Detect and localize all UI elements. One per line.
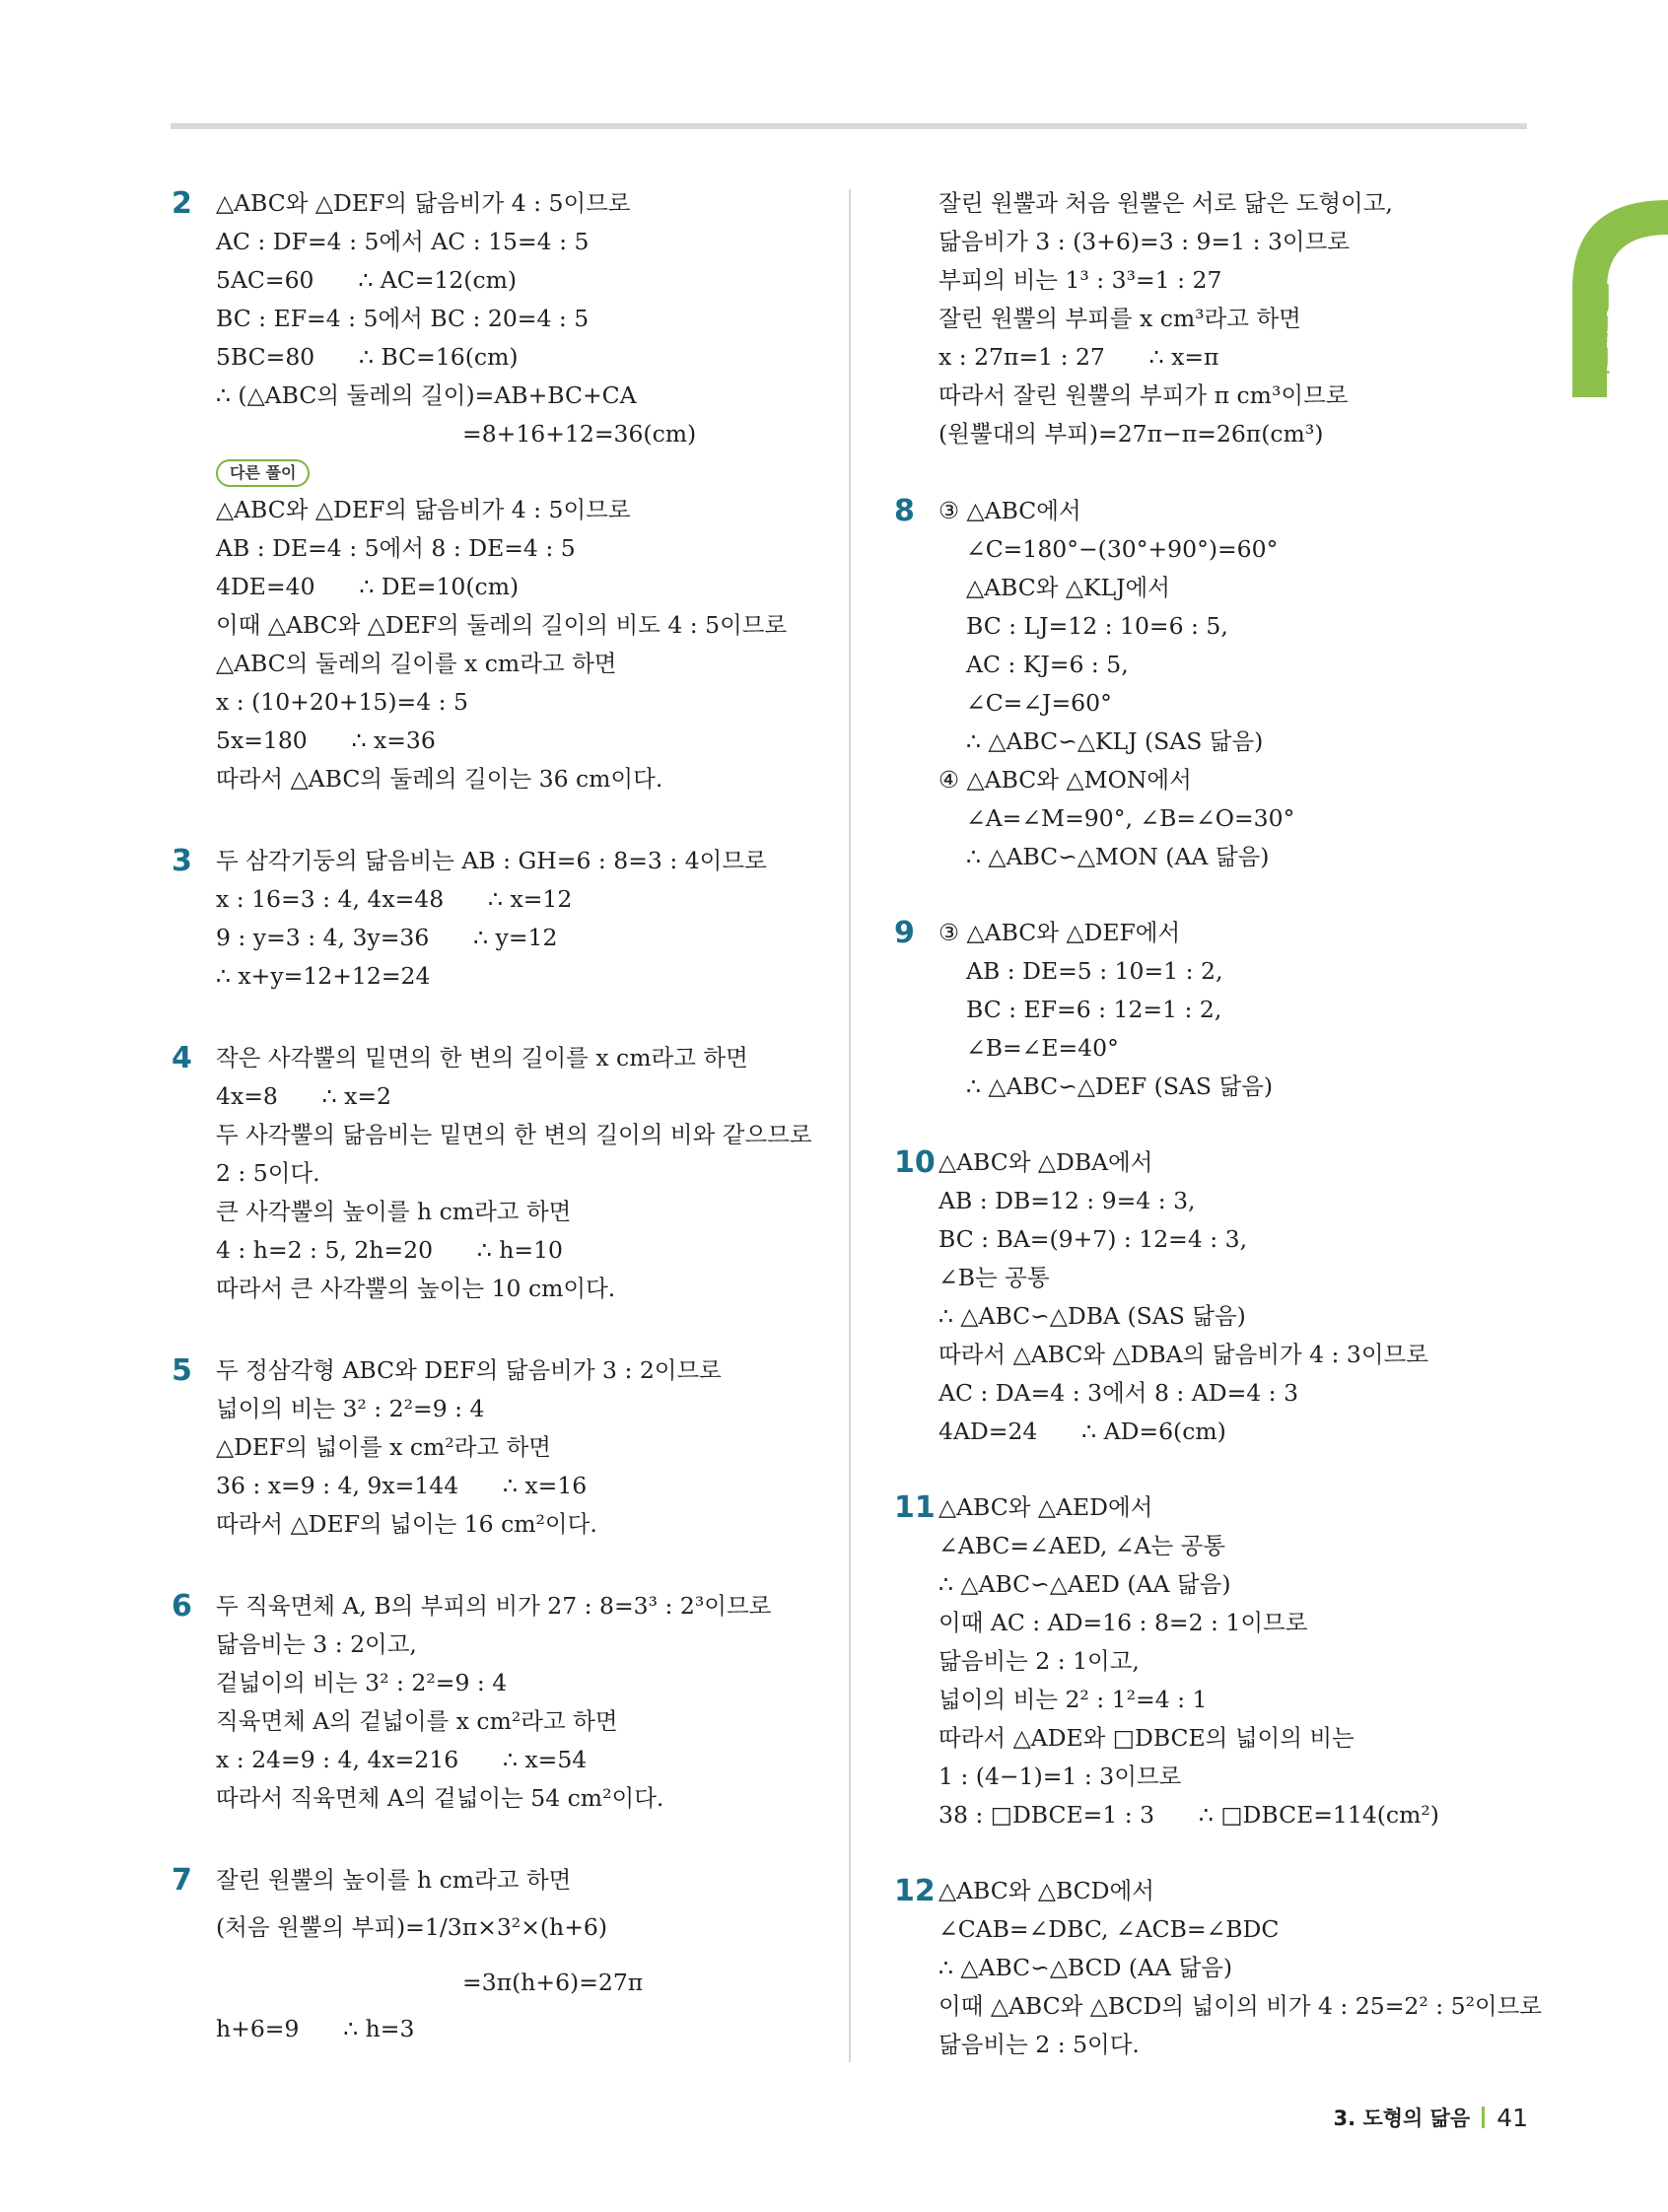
solution-line: 직육면체 A의 겉넓이를 x cm²라고 하면 <box>216 1707 618 1735</box>
problem-2 <box>172 184 822 798</box>
solution-line: ∴ (△ABC의 둘레의 길이)=AB+BC+CA <box>216 381 637 409</box>
problem-number: 11 <box>894 1490 936 1525</box>
solution-line: AB : DE=5 : 10=1 : 2, <box>966 957 1223 985</box>
solution-line: 38 : □DBCE=1 : 3 ∴ □DBCE=114(cm²) <box>938 1801 1439 1829</box>
solution-line: 이때 △ABC와 △DEF의 둘레의 길이의 비도 4 : 5이므로 <box>216 611 788 639</box>
solution-line: ③ △ABC에서 <box>938 497 1081 524</box>
solution-line: 1 : (4−1)=1 : 3이므로 <box>938 1763 1182 1790</box>
solution-line: x : (10+20+15)=4 : 5 <box>216 688 468 716</box>
problem-12 <box>894 1872 1543 2064</box>
solution-line: 따라서 △DEF의 넓이는 16 cm²이다. <box>216 1510 597 1538</box>
solution-line: 따라서 직육면체 A의 겉넓이는 54 cm²이다. <box>216 1784 664 1812</box>
solution-line: 닮음비는 3 : 2이고, <box>216 1630 417 1658</box>
chapter-title: 3. 도형의 닮음 <box>1333 2107 1471 2130</box>
solution-line: ∠CAB=∠DBC, ∠ACB=∠BDC <box>938 1915 1280 1943</box>
problem-continued <box>894 184 1535 453</box>
solution-line: 따라서 큰 사각뿔의 높이는 10 cm이다. <box>216 1275 616 1302</box>
solution-line: AB : DB=12 : 9=4 : 3, <box>938 1187 1196 1214</box>
page-number: 41 <box>1496 2103 1528 2132</box>
solution-line: 큰 사각뿔의 높이를 h cm라고 하면 <box>216 1198 572 1225</box>
solution-line: 겉넓이의 비는 3² : 2²=9 : 4 <box>216 1669 508 1696</box>
problem-5 <box>172 1351 822 1544</box>
solution-line: 4DE=40 ∴ DE=10(cm) <box>216 573 520 600</box>
problem-3 <box>172 842 822 996</box>
solution-line: 닮음비는 2 : 5이다. <box>938 2031 1140 2058</box>
problem-number: 9 <box>894 916 915 950</box>
solution-line: 이때 AC : AD=16 : 8=2 : 1이므로 <box>938 1609 1308 1636</box>
solution-line: ∴ x+y=12+12=24 <box>216 962 431 990</box>
solution-line: 넓이의 비는 3² : 2²=9 : 4 <box>216 1395 485 1422</box>
problem-number: 2 <box>172 186 192 221</box>
solution-line: 따라서 잘린 원뿔의 부피가 π cm³이므로 <box>938 381 1349 409</box>
problem-10 <box>894 1143 1535 1451</box>
right-column <box>894 184 1543 2064</box>
problem-4 <box>172 1039 822 1308</box>
solution-line: 4x=8 ∴ x=2 <box>216 1082 391 1110</box>
solution-line: 두 사각뿔의 닮음비는 밑면의 한 변의 길이의 비와 같으므로 <box>216 1121 812 1148</box>
solution-line: 2 : 5이다. <box>216 1159 320 1187</box>
solution-line: 잘린 원뿔의 높이를 h cm라고 하면 <box>216 1866 572 1894</box>
solution-line: 5BC=80 ∴ BC=16(cm) <box>216 343 519 371</box>
problem-number: 3 <box>172 844 192 878</box>
solution-line: AB : DE=4 : 5에서 8 : DE=4 : 5 <box>216 534 576 562</box>
solution-line: △ABC와 △KLJ에서 <box>966 574 1170 601</box>
solution-line: 부피의 비는 1³ : 3³=1 : 27 <box>938 266 1222 294</box>
solution-line: ③ △ABC와 △DEF에서 <box>938 919 1181 946</box>
problem-number: 12 <box>894 1874 936 1908</box>
column-divider <box>849 189 851 2062</box>
section-tab-label: 개념편 <box>1584 282 1612 378</box>
solution-line: (원뿔대의 부피)=27π−π=26π(cm³) <box>938 420 1324 448</box>
solution-line: ∠B=∠E=40° <box>966 1034 1119 1062</box>
solution-line: ∴ △ABC∽△BCD (AA 닮음) <box>938 1954 1233 1981</box>
solution-line: 5AC=60 ∴ AC=12(cm) <box>216 266 518 294</box>
solution-line: 두 정삼각형 ABC와 DEF의 닮음비가 3 : 2이므로 <box>216 1356 722 1384</box>
solution-line: 잘린 원뿔의 부피를 x cm³라고 하면 <box>938 305 1301 332</box>
top-rule <box>171 123 1527 129</box>
problem-number: 4 <box>172 1041 192 1075</box>
solution-line: 따라서 △ABC와 △DBA의 닮음비가 4 : 3이므로 <box>938 1341 1428 1368</box>
solution-line: ∴ △ABC∽△MON (AA 닮음) <box>966 843 1270 870</box>
solution-line: ∠C=180°−(30°+90°)=60° <box>966 535 1279 563</box>
solution-line: △ABC와 △DEF의 닮음비가 4 : 5이므로 <box>216 496 631 523</box>
solution-line: 4 : h=2 : 5, 2h=20 ∴ h=10 <box>216 1236 563 1264</box>
problem-8 <box>894 492 1535 876</box>
solution-line: 36 : x=9 : 4, 9x=144 ∴ x=16 <box>216 1472 588 1499</box>
solution-line: 따라서 △ABC의 둘레의 길이는 36 cm이다. <box>216 765 663 793</box>
solution-line: x : 16=3 : 4, 4x=48 ∴ x=12 <box>216 885 573 913</box>
solution-line: BC : EF=4 : 5에서 BC : 20=4 : 5 <box>216 305 590 332</box>
solution-line: 두 직육면체 A, B의 부피의 비가 27 : 8=3³ : 2³이므로 <box>216 1592 772 1620</box>
solution-line: ∠C=∠J=60° <box>966 689 1112 717</box>
footer-separator <box>1482 2107 1485 2128</box>
solution-line: ∴ △ABC∽△KLJ (SAS 닮음) <box>966 727 1264 755</box>
solution-line: =3π(h+6)=27π <box>462 1969 644 1996</box>
solution-line: △DEF의 넓이를 x cm²라고 하면 <box>216 1433 551 1461</box>
problem-11 <box>894 1488 1535 1834</box>
solution-line: BC : BA=(9+7) : 12=4 : 3, <box>938 1225 1248 1253</box>
solution-line: AC : DA=4 : 3에서 8 : AD=4 : 3 <box>938 1379 1299 1407</box>
solution-line: 따라서 △ADE와 □DBCE의 넓이의 비는 <box>938 1724 1355 1752</box>
solution-line: x : 27π=1 : 27 ∴ x=π <box>938 343 1219 371</box>
solution-line: ∴ △ABC∽△AED (AA 닮음) <box>938 1570 1231 1598</box>
solution-line: 넓이의 비는 2² : 1²=4 : 1 <box>938 1686 1208 1713</box>
solution-line: 닮음비가 3 : (3+6)=3 : 9=1 : 3이므로 <box>938 228 1351 255</box>
problem-number: 6 <box>172 1589 192 1624</box>
page-footer <box>1334 2103 1528 2132</box>
solution-line: 작은 사각뿔의 밑면의 한 변의 길이를 x cm라고 하면 <box>216 1044 748 1071</box>
solution-line: =8+16+12=36(cm) <box>462 420 697 448</box>
solution-line: ∠ABC=∠AED, ∠A는 공통 <box>938 1532 1226 1559</box>
solution-line: 5x=180 ∴ x=36 <box>216 726 436 754</box>
solution-line: ④ △ABC와 △MON에서 <box>938 766 1192 794</box>
solution-line: AC : KJ=6 : 5, <box>966 651 1129 678</box>
solution-line: AC : DF=4 : 5에서 AC : 15=4 : 5 <box>216 228 590 255</box>
left-column <box>172 184 822 2048</box>
problem-number: 8 <box>894 494 915 528</box>
solution-line: △ABC의 둘레의 길이를 x cm라고 하면 <box>216 650 617 677</box>
solution-line: x : 24=9 : 4, 4x=216 ∴ x=54 <box>216 1746 588 1773</box>
solution-line: 이때 △ABC와 △BCD의 넓이의 비가 4 : 25=2² : 5²이므로 <box>938 1992 1543 2020</box>
problem-9 <box>894 914 1535 1106</box>
alternative-solution-badge: 다른 풀이 <box>216 459 310 487</box>
solution-line: △ABC와 △DEF의 닮음비가 4 : 5이므로 <box>216 189 631 217</box>
solution-line: ∴ △ABC∽△DBA (SAS 닮음) <box>938 1302 1246 1330</box>
problem-number: 10 <box>894 1145 936 1180</box>
solution-line: BC : EF=6 : 12=1 : 2, <box>966 996 1222 1023</box>
solution-line: ∴ △ABC∽△DEF (SAS 닮음) <box>966 1072 1274 1100</box>
solution-line: △ABC와 △DBA에서 <box>938 1148 1153 1176</box>
problem-6 <box>172 1587 822 1818</box>
problem-7 <box>172 1861 822 2048</box>
solution-line: 두 삼각기둥의 닮음비는 AB : GH=6 : 8=3 : 4이므로 <box>216 847 767 874</box>
problem-number: 5 <box>172 1353 192 1388</box>
solution-line: ∠A=∠M=90°, ∠B=∠O=30° <box>966 804 1295 832</box>
solution-line: 닮음비는 2 : 1이고, <box>938 1647 1140 1675</box>
solution-line: (처음 원뿔의 부피)=1/3π×3²×(h+6) <box>216 1913 608 1941</box>
solution-line: △ABC와 △AED에서 <box>938 1493 1153 1521</box>
solution-line: 잘린 원뿔과 처음 원뿔은 서로 닮은 도형이고, <box>938 189 1393 217</box>
problem-number: 7 <box>172 1863 192 1898</box>
solution-line: △ABC와 △BCD에서 <box>938 1877 1154 1904</box>
solution-line: 4AD=24 ∴ AD=6(cm) <box>938 1417 1226 1445</box>
solution-line: h+6=9 ∴ h=3 <box>216 2015 415 2042</box>
solution-line: ∠B는 공통 <box>938 1264 1050 1291</box>
solution-line: 9 : y=3 : 4, 3y=36 ∴ y=12 <box>216 924 558 951</box>
solution-line: BC : LJ=12 : 10=6 : 5, <box>966 612 1228 640</box>
